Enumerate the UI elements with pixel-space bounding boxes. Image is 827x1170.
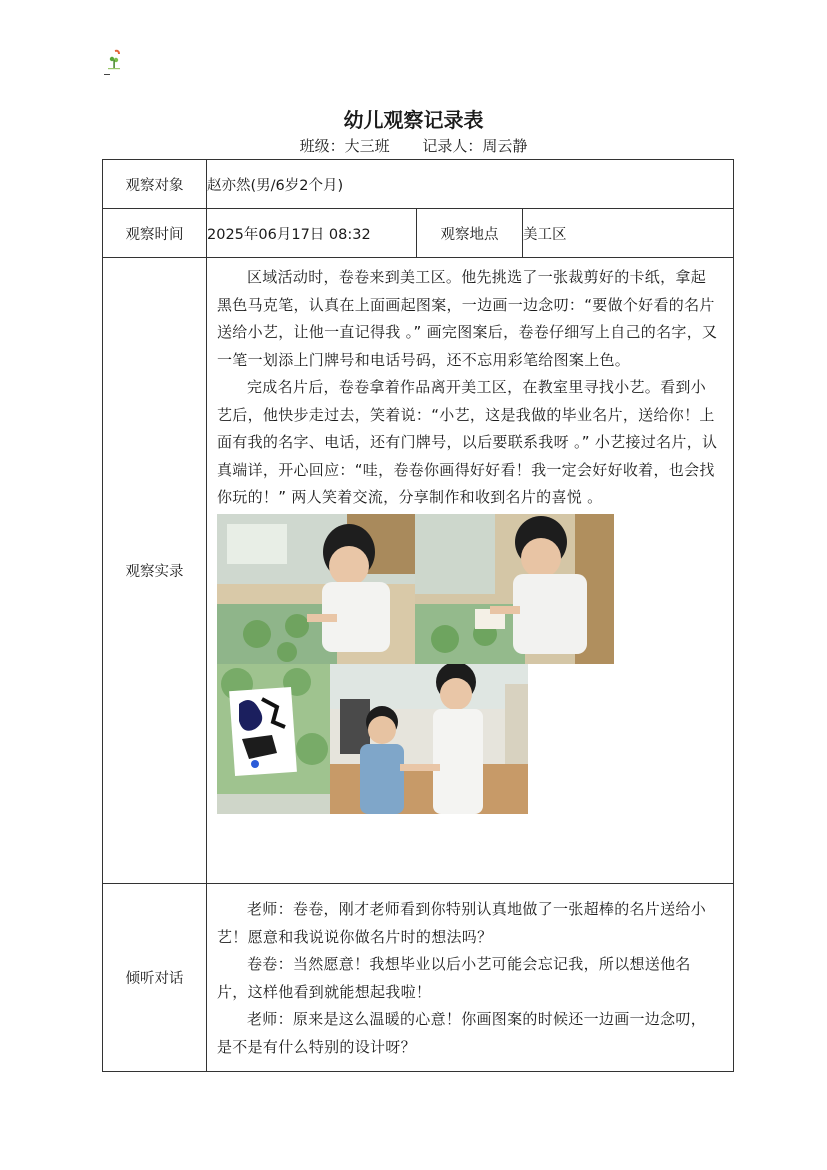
photo-gallery	[217, 514, 721, 814]
photo-name-card	[217, 664, 330, 814]
photo-child-drawing-1	[217, 514, 415, 664]
observation-table	[102, 159, 734, 1072]
page-title: 幼儿观察记录表	[343, 108, 484, 132]
header-info	[0, 135, 827, 156]
dialogue-label: 倾听对话	[103, 884, 207, 1072]
class-label: 班级：大三班	[299, 137, 390, 155]
subject-label: 观察对象	[103, 160, 207, 209]
dialogue-paragraph: 卷卷：当然愿意！我想毕业以后小艺可能会忘记我，所以想送他名片，这样他看到就能想起我啦！	[217, 955, 691, 1001]
dialogue-paragraph: 老师：卷卷，刚才老师看到你特别认真地做了一张超棒的名片送给小艺！愿意和我说说你做名片时的想法吗？	[217, 900, 707, 946]
record-label: 观察实录	[103, 258, 207, 884]
photo-child-drawing-2	[415, 514, 614, 664]
row-time	[103, 209, 734, 258]
time-value: 2025年06月17日 08:32	[207, 209, 417, 258]
recorder-label: 记录人：周云静	[422, 137, 528, 155]
subject-value: 赵亦然(男/6岁2个月)	[207, 160, 734, 209]
place-value: 美工区	[523, 209, 734, 258]
dialogue-paragraph: 老师：原来是这么温暖的心意！你画图案的时候还一边画一边念叨，是不是有什么特别的设计呀？	[217, 1010, 707, 1056]
record-content	[207, 258, 734, 884]
row-dialogue	[103, 884, 734, 1072]
row-record	[103, 258, 734, 884]
dialogue-content	[207, 884, 734, 1072]
time-label: 观察时间	[103, 209, 207, 258]
school-logo	[104, 48, 124, 76]
record-paragraph: 完成名片后，卷卷拿着作品离开美工区，在教室里寻找小艺。看到小艺后，他快步走过去，笑着说：“小艺，这是我做的毕业名片，送给你！上面有我的名字、电话，还有门牌号，以后要联系我呀 。” 小艺接过名片，认真端详，开心回应：“哇，卷卷你画得好好看！我一定会好好收着，也会找你玩的！” 两人笑着交流，分享制作和收到名片的喜悦 。	[217, 378, 718, 506]
place-label: 观察地点	[417, 209, 523, 258]
photo-card-exchange	[330, 664, 528, 814]
row-subject	[103, 160, 734, 209]
record-paragraph: 区域活动时，卷卷来到美工区。他先挑选了一张裁剪好的卡纸，拿起黑色马克笔，认真在上面画起图案，一边画一边念叨：“要做个好看的名片送给小艺，让他一直记得我 。” 画完图案后，卷卷仔细写上自己的名字，又一笔一划添上门牌号和电话号码，还不忘用彩笔给图案上色。	[217, 268, 718, 369]
